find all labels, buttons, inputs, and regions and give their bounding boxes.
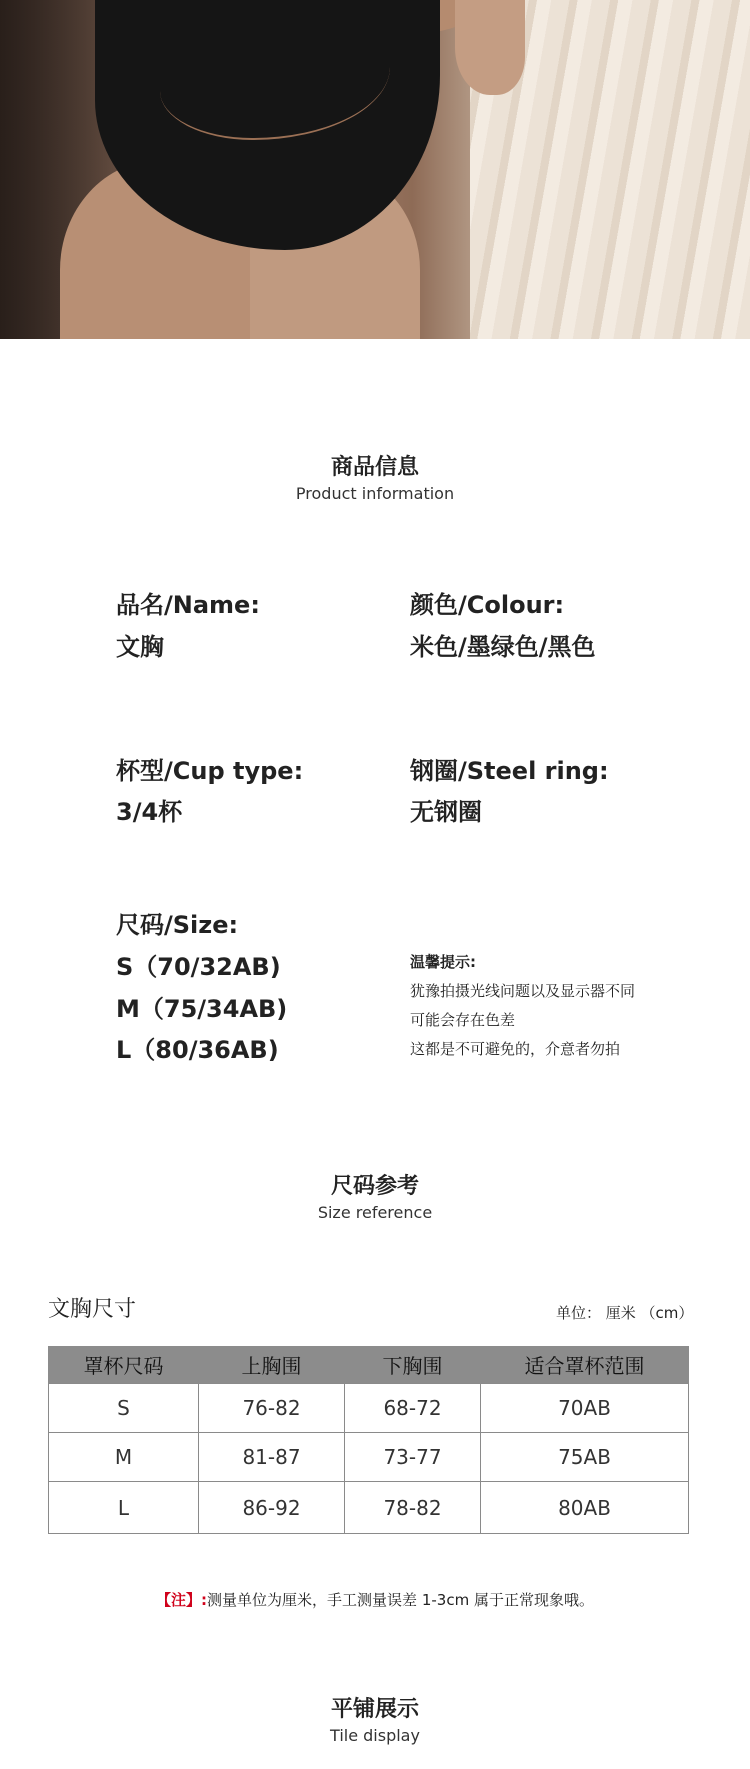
steel-ring-value: 无钢圈 — [410, 798, 482, 826]
note-text: 测量单位为厘米，手工测量误差 1-3cm 属于正常现象哦。 — [207, 1591, 594, 1609]
cup-type-label: 杯型/Cup type: — [116, 757, 304, 785]
size-reference-subtitle: Size reference — [317, 1203, 433, 1222]
table-cell: 80AB — [481, 1482, 689, 1534]
name-value: 文胸 — [116, 633, 164, 661]
table-cell: 86-92 — [199, 1482, 345, 1534]
table-cell: 81-87 — [199, 1433, 345, 1482]
table-header-row — [49, 1346, 689, 1384]
tile-display-subtitle: Tile display — [330, 1726, 420, 1745]
tip-line: 这都是不可避免的，介意者勿拍 — [410, 1040, 621, 1058]
cup-type-value: 3/4杯 — [116, 798, 183, 826]
table-cell: 73-77 — [345, 1433, 481, 1482]
size-label: 尺码/Size: — [116, 911, 239, 939]
size-reference-title: 尺码参考 — [330, 1174, 419, 1199]
bra-size-table-title: 文胸尺寸 — [48, 1297, 137, 1322]
table-cell: 68-72 — [345, 1384, 481, 1433]
col-header-cup-range: 适合罩杯范围 — [481, 1346, 689, 1384]
table-cell: S — [49, 1384, 199, 1433]
table-cell: 70AB — [481, 1384, 689, 1433]
note-prefix: 【注】: — [156, 1591, 208, 1609]
product-info-title: 商品信息 — [330, 455, 419, 480]
size-option-m: M（75/34AB) — [116, 995, 288, 1023]
table-row — [49, 1433, 689, 1482]
tip-title: 温馨提示: — [410, 953, 476, 971]
colour-value: 米色/墨绿色/黑色 — [410, 633, 596, 661]
tip-line: 可能会存在色差 — [410, 1011, 516, 1029]
measurement-note — [0, 1589, 750, 1610]
name-label: 品名/Name: — [116, 591, 260, 619]
table-cell: L — [49, 1482, 199, 1534]
size-option-l: L（80/36AB) — [116, 1036, 279, 1064]
col-header-upper-bust: 上胸围 — [199, 1346, 345, 1384]
table-cell: 75AB — [481, 1433, 689, 1482]
colour-label: 颜色/Colour: — [410, 591, 565, 619]
table-cell: M — [49, 1433, 199, 1482]
table-row — [49, 1384, 689, 1433]
tile-display-title: 平铺展示 — [330, 1697, 419, 1722]
product-photo — [0, 0, 750, 339]
col-header-under-bust: 下胸围 — [345, 1346, 481, 1384]
size-option-s: S（70/32AB) — [116, 953, 281, 981]
steel-ring-label: 钢圈/Steel ring: — [410, 757, 609, 785]
tip-line: 犹豫拍摄光线问题以及显示器不同 — [410, 982, 636, 1000]
table-cell: 76-82 — [199, 1384, 345, 1433]
product-info-subtitle: Product information — [295, 484, 455, 503]
table-cell: 78-82 — [345, 1482, 481, 1534]
table-row — [49, 1482, 689, 1534]
col-header-cup-size: 罩杯尺码 — [49, 1346, 199, 1384]
bra-size-table — [48, 1346, 689, 1534]
unit-label: 单位： 厘米 （cm） — [556, 1304, 694, 1322]
